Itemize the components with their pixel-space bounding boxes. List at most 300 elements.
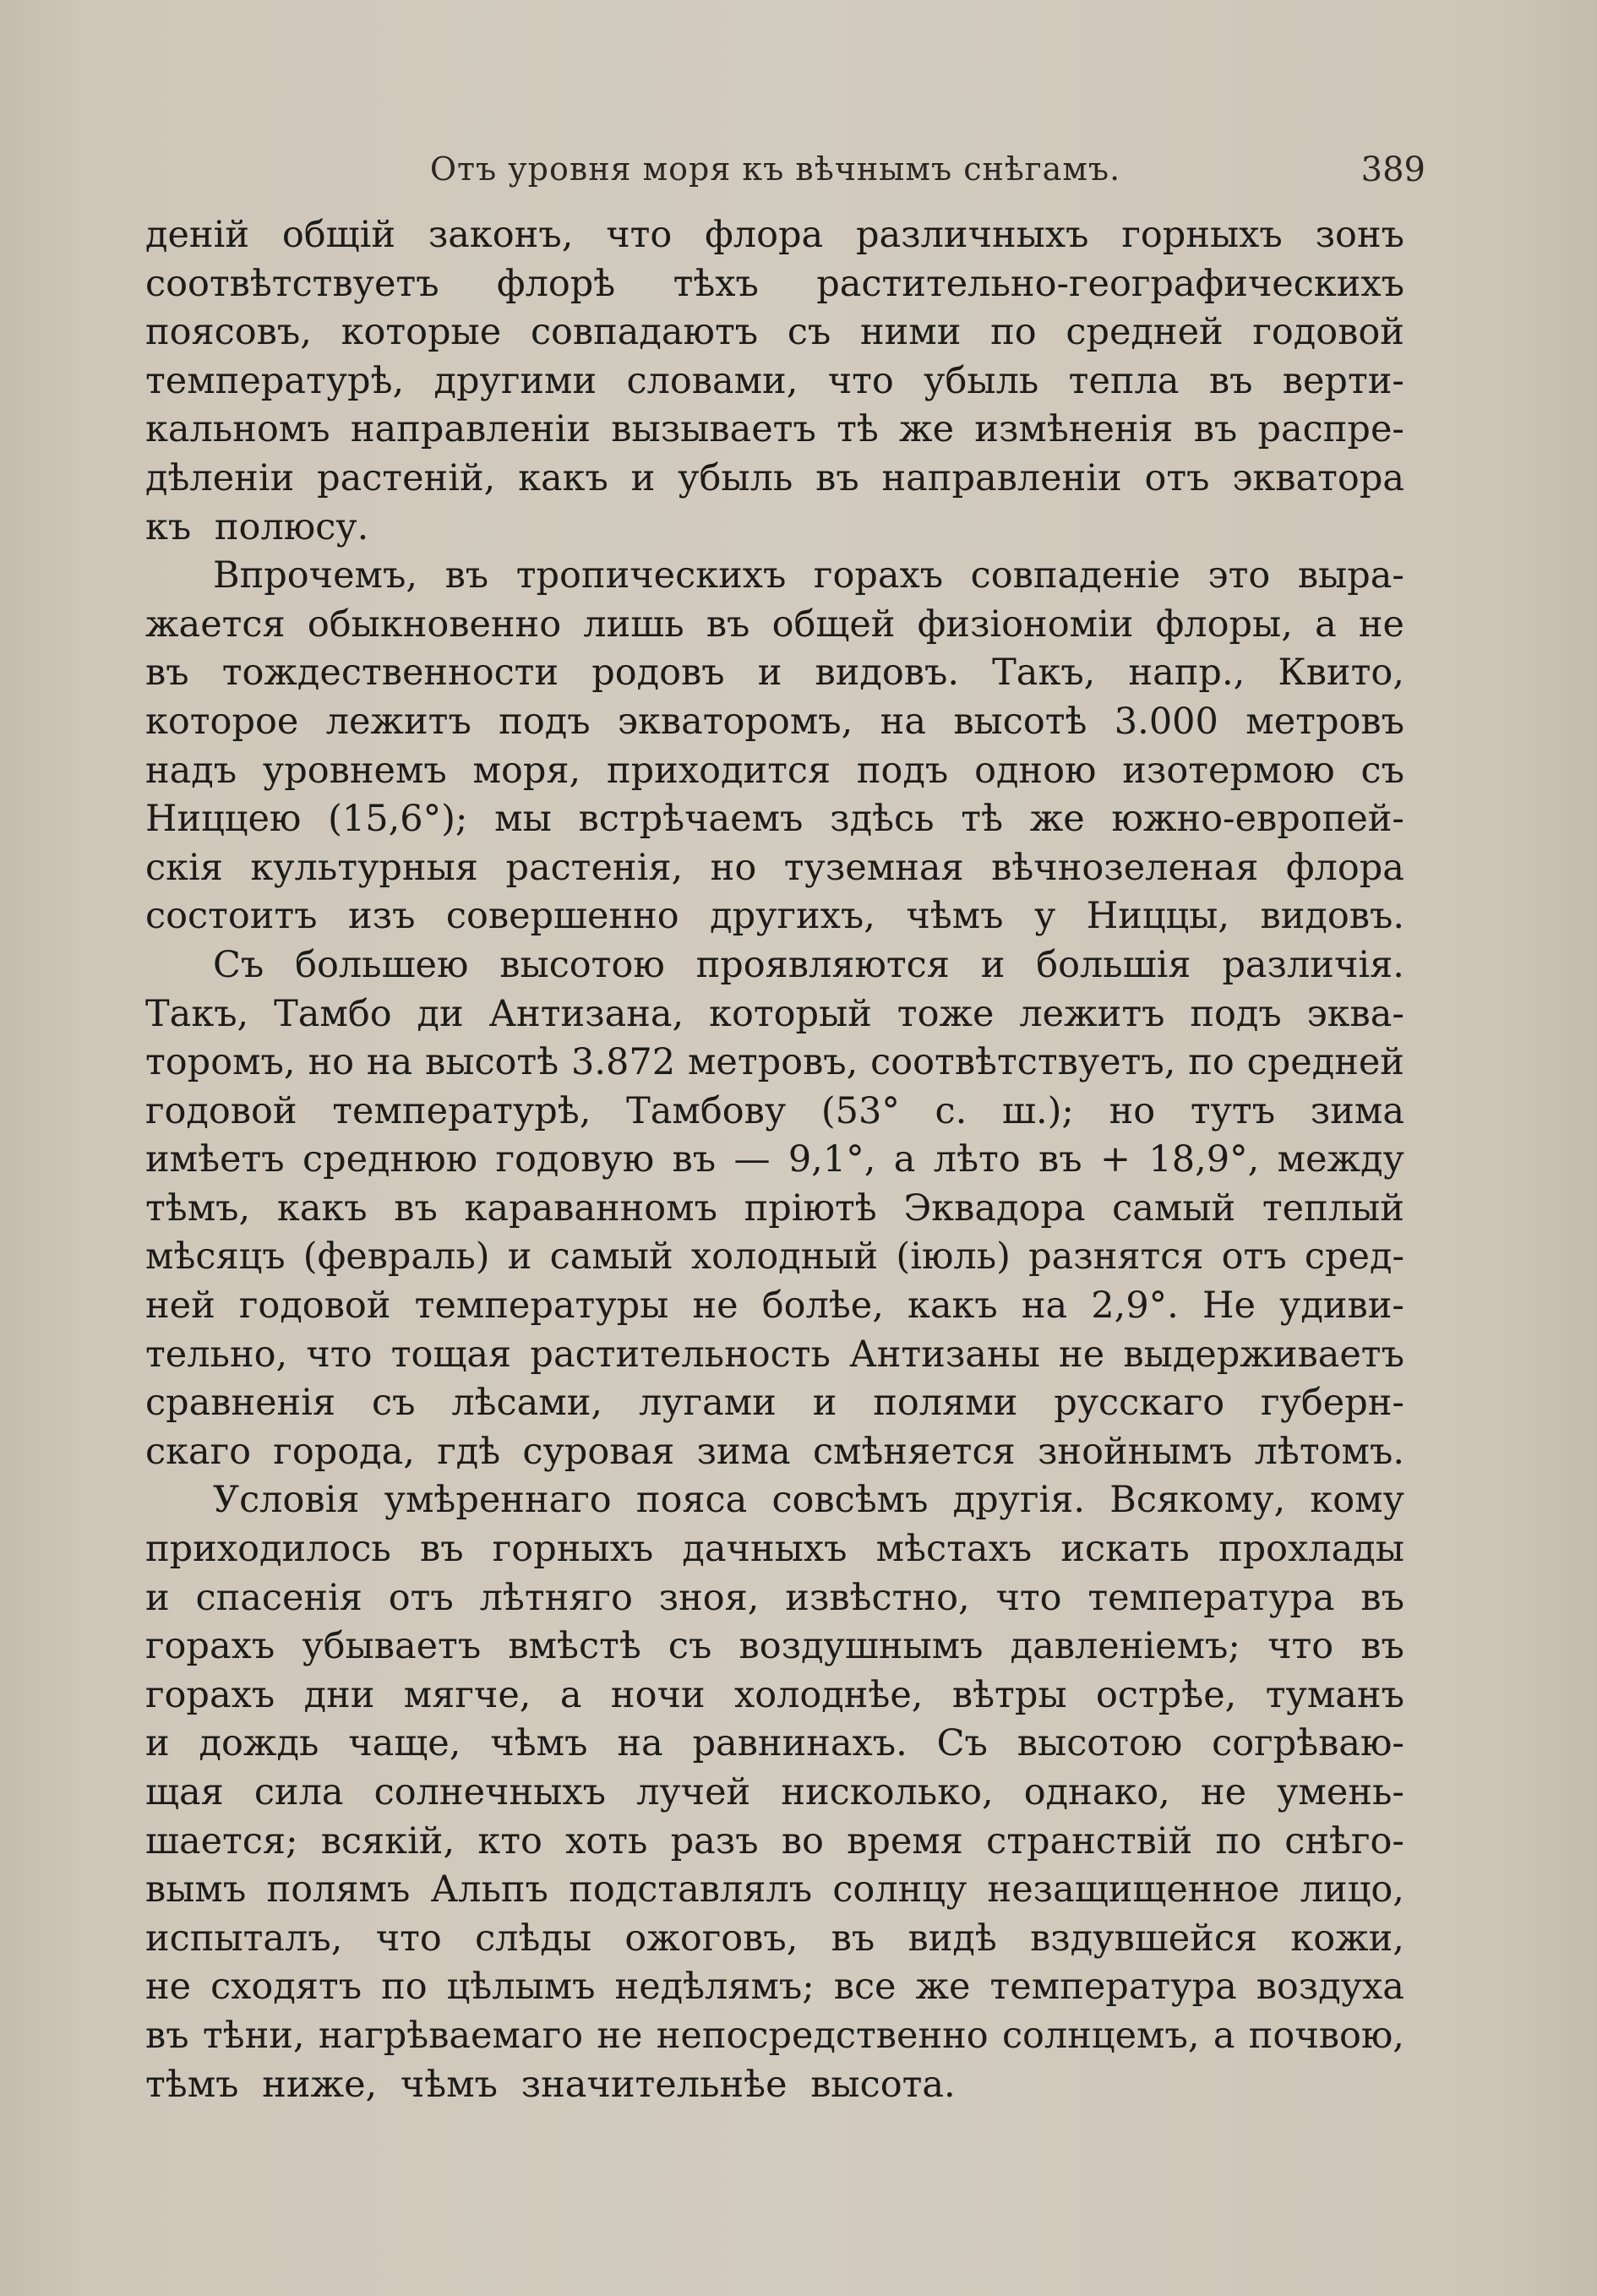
word: а xyxy=(1213,2014,1235,2057)
word: лежитъ xyxy=(1019,992,1165,1035)
word: солнечныхъ xyxy=(373,1771,606,1813)
word: нисколько, xyxy=(781,1771,994,1813)
text-line xyxy=(145,795,1404,844)
word: разнятся xyxy=(1028,1235,1204,1279)
word: общій xyxy=(281,214,395,256)
word: тоже xyxy=(897,992,995,1035)
word: солнцу xyxy=(832,1868,967,1912)
word: въ xyxy=(815,456,859,499)
word: (февраль) xyxy=(303,1235,490,1279)
word: убыль xyxy=(678,456,793,499)
word: Съ xyxy=(936,1722,988,1765)
word: Антизана, xyxy=(488,992,684,1035)
text-line xyxy=(145,892,1404,941)
word: самый xyxy=(1112,1186,1236,1230)
word: Ниццею xyxy=(145,798,302,841)
word: метровъ, xyxy=(687,1041,858,1084)
word: которое xyxy=(145,700,299,743)
word: мягче, xyxy=(403,1673,531,1716)
word: растеній, xyxy=(317,456,496,499)
text-line xyxy=(145,211,1404,260)
word: вмѣстѣ xyxy=(508,1625,641,1668)
word: видѣ xyxy=(908,1917,997,1960)
word: не xyxy=(692,1284,739,1328)
text-line xyxy=(145,941,1404,990)
word: а xyxy=(559,1673,582,1716)
word: что xyxy=(827,359,894,402)
word: Такъ, xyxy=(992,652,1096,695)
word: направленіи xyxy=(350,408,591,451)
word: (15,6°); xyxy=(328,798,468,841)
word: средней xyxy=(1246,1041,1404,1084)
word: самый xyxy=(549,1235,673,1279)
text-line xyxy=(145,1720,1404,1769)
word: отъ xyxy=(1221,1235,1287,1279)
word: различія. xyxy=(1222,943,1404,986)
word: верти- xyxy=(1282,359,1404,402)
word: Впрочемъ, xyxy=(213,554,418,597)
word: а xyxy=(893,1138,916,1181)
word: тельно, xyxy=(145,1333,288,1376)
word: распре- xyxy=(1257,408,1404,451)
word: одною xyxy=(974,749,1097,792)
word: недѣлямъ; xyxy=(614,1966,815,2009)
word: не xyxy=(1200,1771,1247,1813)
word: лишь xyxy=(583,603,684,646)
word: Квито, xyxy=(1278,652,1404,695)
word: которые xyxy=(341,311,502,354)
word: горахъ xyxy=(145,1673,275,1716)
word: флора xyxy=(705,214,824,256)
word: въ xyxy=(1208,359,1253,402)
word: по xyxy=(990,311,1037,354)
word: по xyxy=(381,1966,428,2009)
word: дѣленіи xyxy=(145,456,295,499)
word: и xyxy=(812,1382,837,1425)
word: состоитъ xyxy=(145,895,318,938)
word: искать xyxy=(1060,1528,1190,1571)
word: солнцемъ, xyxy=(1001,2014,1200,2057)
word: цѣлымъ xyxy=(446,1966,596,2009)
word: какъ xyxy=(518,456,608,499)
word: и xyxy=(145,1722,170,1765)
word: гдѣ xyxy=(437,1430,501,1473)
word: сходятъ xyxy=(210,1966,362,2009)
word: полямъ xyxy=(266,1868,411,1912)
word: другихъ, xyxy=(710,895,875,938)
word: что xyxy=(306,1333,373,1376)
word: жается xyxy=(145,603,286,646)
word: въ xyxy=(672,1138,717,1181)
word: шается; xyxy=(145,1819,298,1862)
word: отъ xyxy=(1144,456,1210,499)
page-header xyxy=(144,150,1425,201)
word: совершенно xyxy=(445,895,679,938)
word: горныхъ xyxy=(1121,214,1283,256)
word: подъ xyxy=(856,749,949,792)
word: тѣхъ xyxy=(673,262,759,305)
word: кому xyxy=(1310,1479,1404,1522)
word: 18,9°, xyxy=(1148,1138,1260,1181)
text-line xyxy=(145,1525,1404,1574)
word: лежитъ xyxy=(325,700,471,743)
word: странствій xyxy=(986,1819,1193,1862)
word: высотою xyxy=(499,943,665,986)
word: губерн- xyxy=(1261,1382,1404,1425)
word: сред- xyxy=(1304,1235,1404,1279)
word: обыкновенно xyxy=(307,603,562,646)
word: с. xyxy=(935,1089,967,1132)
word: караванномъ xyxy=(464,1186,717,1230)
word: физіономіи xyxy=(917,603,1134,646)
word: моря, xyxy=(472,749,581,792)
word: среднюю xyxy=(303,1138,478,1181)
word: сила xyxy=(253,1771,344,1813)
word: температурѣ, xyxy=(145,359,405,402)
text-line xyxy=(145,1769,1404,1818)
word: лицо, xyxy=(1300,1868,1404,1912)
word: Съ xyxy=(213,943,264,986)
word: же xyxy=(1029,798,1085,841)
word: туземная xyxy=(783,846,964,889)
word: годовой xyxy=(1252,311,1404,354)
word: 3.000 xyxy=(1114,700,1218,743)
word: съ xyxy=(1360,749,1404,792)
word: въ xyxy=(831,1917,875,1960)
word: смѣняется xyxy=(812,1430,1016,1473)
word: растительность xyxy=(530,1333,831,1376)
word: 9,1°, xyxy=(788,1138,876,1181)
word: все xyxy=(833,1966,897,2009)
word: Не xyxy=(1202,1284,1256,1328)
word: что xyxy=(1267,1625,1334,1668)
word: мы xyxy=(494,798,552,841)
word: хоть xyxy=(565,1819,648,1862)
word: чѣмъ xyxy=(490,1722,588,1765)
word: горныхъ xyxy=(492,1528,654,1571)
word: законъ, xyxy=(428,214,574,256)
word: знойнымъ xyxy=(1037,1430,1233,1473)
word: между xyxy=(1277,1138,1404,1181)
word: и xyxy=(507,1235,532,1279)
word: и xyxy=(145,1576,170,1619)
word: на xyxy=(880,700,926,743)
word: флоры, xyxy=(1155,603,1293,646)
word: метровъ xyxy=(1245,700,1404,743)
word: кто xyxy=(477,1819,542,1862)
word: растенія, xyxy=(505,846,684,889)
text-line xyxy=(145,1476,1404,1525)
word: температура xyxy=(1087,1576,1335,1619)
word: снѣго- xyxy=(1284,1819,1404,1862)
word: высотѣ xyxy=(953,700,1087,743)
word: какъ xyxy=(908,1284,998,1328)
word: суровая xyxy=(522,1430,675,1473)
word: тѣмъ, xyxy=(145,1186,251,1230)
word: мѣстахъ xyxy=(875,1528,1033,1571)
word: (іюль) xyxy=(896,1235,1011,1279)
word: флорѣ xyxy=(496,262,616,305)
word: + xyxy=(1099,1138,1131,1181)
word: совсѣмъ xyxy=(771,1479,929,1522)
word: словами, xyxy=(626,359,798,402)
word: что xyxy=(375,1917,442,1960)
word: здѣсь xyxy=(830,798,935,841)
word: какъ xyxy=(276,1186,368,1230)
word: воздушнымъ xyxy=(739,1625,984,1668)
word: тощая xyxy=(390,1333,512,1376)
word: экватора xyxy=(1232,456,1404,499)
word: лѣтомъ. xyxy=(1254,1430,1404,1473)
word: различныхъ xyxy=(856,214,1089,256)
word: съ xyxy=(371,1382,416,1425)
word: умѣреннаго xyxy=(384,1479,612,1522)
text-line xyxy=(145,698,1404,747)
text-line xyxy=(145,601,1404,650)
word: чаще, xyxy=(348,1722,461,1765)
word: въ xyxy=(1360,1576,1404,1619)
word: кальномъ xyxy=(145,408,330,451)
word: не xyxy=(145,1966,192,2009)
word: годовую xyxy=(495,1138,655,1181)
word: въ xyxy=(394,1186,438,1230)
word: равнинахъ. xyxy=(692,1722,908,1765)
word: по xyxy=(1215,1819,1262,1862)
word: флора xyxy=(1285,846,1404,889)
word: но xyxy=(1109,1089,1156,1132)
word: ними xyxy=(859,311,962,354)
word: годовой xyxy=(238,1284,391,1328)
word: въ xyxy=(145,652,189,695)
text-line xyxy=(145,260,1404,309)
word: подъ xyxy=(499,700,591,743)
word: Условія xyxy=(213,1479,360,1522)
text-line xyxy=(145,2012,1404,2061)
word: дачныхъ xyxy=(682,1528,848,1571)
word: вызываетъ xyxy=(611,408,816,451)
word: лѣто xyxy=(933,1138,1021,1181)
word: умень- xyxy=(1277,1771,1404,1813)
word: болѣе, xyxy=(761,1284,884,1328)
word: кожи, xyxy=(1290,1917,1404,1960)
text-line xyxy=(145,1428,1404,1477)
word: другія. xyxy=(952,1479,1086,1522)
text-line xyxy=(145,747,1404,796)
word: Альпъ xyxy=(430,1868,548,1912)
text-line xyxy=(145,1963,1404,2012)
word: температурѣ, xyxy=(332,1089,591,1132)
word: же xyxy=(915,1966,971,2009)
text-line: тѣмъ ниже, чѣмъ значительнѣе высота. xyxy=(145,2063,956,2106)
word: съ xyxy=(668,1625,712,1668)
word: слѣды xyxy=(475,1917,592,1960)
page-number: 389 xyxy=(1360,150,1425,189)
word: торомъ, xyxy=(145,1041,296,1084)
text-line xyxy=(145,455,1404,504)
word: но xyxy=(308,1041,354,1084)
word: Такъ, xyxy=(145,992,249,1035)
word: и xyxy=(757,652,782,695)
text-line xyxy=(145,1818,1404,1867)
text-line: къ полюсу. xyxy=(145,505,369,548)
word: высотѣ xyxy=(425,1041,559,1084)
word: родовъ xyxy=(591,652,725,695)
word: горахъ xyxy=(145,1625,275,1668)
word: Тамбову xyxy=(626,1089,787,1132)
word: ночи xyxy=(610,1673,706,1716)
text-line xyxy=(145,1866,1404,1915)
word: направленіи xyxy=(881,456,1122,499)
word: Эквадора xyxy=(903,1186,1086,1230)
word: зноя, xyxy=(658,1576,760,1619)
word: выра- xyxy=(1297,554,1404,597)
word: ш.); xyxy=(1001,1089,1074,1132)
word: а xyxy=(1315,603,1337,646)
word: большею xyxy=(295,943,469,986)
word: убываетъ xyxy=(302,1625,482,1668)
word: мѣсяцъ xyxy=(145,1235,286,1279)
text-line xyxy=(145,1331,1404,1380)
word: спасенія xyxy=(195,1576,362,1619)
word: вздувшейся xyxy=(1030,1917,1258,1960)
word: зонъ xyxy=(1315,214,1404,256)
word: (53° xyxy=(820,1089,900,1132)
word: зима xyxy=(696,1430,791,1473)
word: видовъ. xyxy=(815,652,959,695)
word: воздуха xyxy=(1256,1966,1404,2009)
word: экваторомъ, xyxy=(617,700,853,743)
word: сравненія xyxy=(145,1382,336,1425)
word: который xyxy=(709,992,872,1035)
word: Тамбо xyxy=(274,992,392,1035)
word: острѣе, xyxy=(1095,1673,1237,1716)
word: уровнемъ xyxy=(262,749,447,792)
word: температура xyxy=(989,1966,1237,2009)
word: же xyxy=(899,408,955,451)
word: время xyxy=(847,1819,963,1862)
text-line xyxy=(145,1379,1404,1428)
word: другими xyxy=(433,359,597,402)
word: встрѣчаемъ xyxy=(578,798,804,841)
word: убыль xyxy=(924,359,1039,402)
word: имѣетъ xyxy=(145,1138,285,1181)
text-line xyxy=(145,1088,1404,1137)
word: извѣстно, xyxy=(785,1576,970,1619)
word: Ниццы, xyxy=(1086,895,1230,938)
text-line xyxy=(145,990,1404,1039)
word: измѣненія xyxy=(974,408,1174,451)
word: тепла xyxy=(1068,359,1180,402)
word: на xyxy=(617,1722,663,1765)
word: города, xyxy=(273,1430,415,1473)
word: соотвѣтствуетъ, xyxy=(870,1041,1176,1084)
word: давленіемъ; xyxy=(1010,1625,1240,1668)
word: выдерживаетъ xyxy=(1123,1333,1404,1376)
running-title: Отъ уровня моря къ вѣчнымъ снѣгамъ. xyxy=(429,150,1121,188)
word: деній xyxy=(145,214,249,256)
word: поясовъ, xyxy=(145,311,312,354)
word: — xyxy=(733,1138,771,1181)
word: лѣтняго xyxy=(479,1576,633,1619)
word: туманъ xyxy=(1265,1673,1404,1716)
word: растительно-географическихъ xyxy=(816,262,1404,305)
word: приходилось xyxy=(145,1528,391,1571)
text-line xyxy=(145,649,1404,698)
word: по xyxy=(1188,1041,1235,1084)
word: надъ xyxy=(145,749,237,792)
word: въ xyxy=(145,2014,189,2057)
word: тѣ xyxy=(961,798,1003,841)
word: дни xyxy=(303,1673,375,1716)
text-line xyxy=(145,1915,1404,1964)
text-line xyxy=(145,1574,1404,1623)
word: Антизаны xyxy=(849,1333,1040,1376)
word: разъ xyxy=(670,1819,759,1862)
word: вѣчнозеленая xyxy=(991,846,1259,889)
text-line xyxy=(145,1672,1404,1721)
word: совпадаютъ xyxy=(530,311,759,354)
word: что xyxy=(606,214,673,256)
word: съ xyxy=(787,311,831,354)
word: почвою, xyxy=(1248,2014,1404,2057)
word: прохлады xyxy=(1218,1528,1404,1571)
word: и xyxy=(980,943,1006,986)
word: ди xyxy=(417,992,464,1035)
word: лучей xyxy=(636,1771,751,1813)
text-line xyxy=(145,357,1404,406)
word: чѣмъ xyxy=(906,895,1004,938)
word: пояса xyxy=(635,1479,748,1522)
word: дождь xyxy=(199,1722,319,1765)
word: у xyxy=(1033,895,1056,938)
word: скаго xyxy=(145,1430,252,1473)
word: годовой xyxy=(145,1089,297,1132)
word: щая xyxy=(145,1771,224,1813)
word: въ xyxy=(444,554,489,597)
word: проявляются xyxy=(695,943,950,986)
word: видовъ. xyxy=(1260,895,1404,938)
word: изотермою xyxy=(1122,749,1335,792)
word: 3.872 xyxy=(571,1041,676,1084)
text-line xyxy=(145,1233,1404,1282)
word: тождественности xyxy=(221,652,559,695)
word: во xyxy=(781,1819,824,1862)
word: холодный xyxy=(690,1235,879,1279)
word: на xyxy=(1021,1284,1068,1328)
word: въ xyxy=(1360,1625,1404,1668)
word: скія xyxy=(145,846,223,889)
word: это xyxy=(1207,554,1271,597)
word: нагрѣваемаго xyxy=(318,2014,583,2057)
word: изъ xyxy=(347,895,416,938)
word: русскаго xyxy=(1054,1382,1225,1425)
body-text xyxy=(145,211,1404,2109)
word: эква- xyxy=(1306,992,1404,1035)
text-line xyxy=(145,1622,1404,1672)
word: подъ xyxy=(1190,992,1282,1035)
word: большія xyxy=(1036,943,1191,986)
word: въ xyxy=(1193,408,1238,451)
word: совпаденіе xyxy=(970,554,1180,597)
word: но xyxy=(710,846,757,889)
word: что xyxy=(995,1576,1062,1619)
word: вымъ xyxy=(145,1868,247,1912)
word: согрѣваю- xyxy=(1212,1722,1404,1765)
word: лугами xyxy=(638,1382,777,1425)
word: Всякому, xyxy=(1109,1479,1286,1522)
word: зима xyxy=(1310,1089,1404,1132)
word: подставлялъ xyxy=(569,1868,813,1912)
